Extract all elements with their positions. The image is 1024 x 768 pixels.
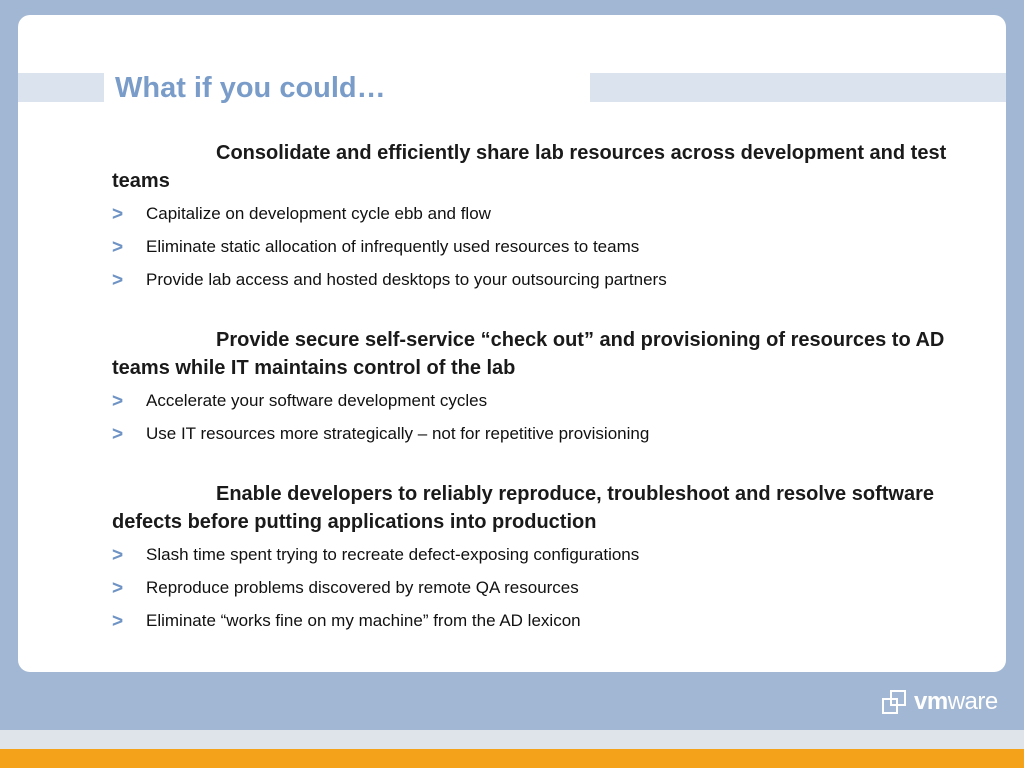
bullet-item	[112, 267, 952, 292]
chevron-right-icon: >	[112, 204, 124, 225]
bullet-text: Eliminate “works fine on my machine” from the AD lexicon	[146, 611, 581, 630]
bullet-item	[112, 201, 952, 226]
title-band-right	[590, 73, 1006, 102]
logo-wordmark: vmware	[914, 688, 998, 715]
section-heading: Provide secure self-service “check out” and provisioning of resources to AD teams while IT maintains control of the lab	[112, 329, 945, 379]
section-consolidate	[112, 139, 952, 292]
chevron-right-icon: >	[112, 578, 124, 599]
chevron-right-icon: >	[112, 611, 124, 632]
bullet-item	[112, 388, 952, 413]
footer-accent-stripe	[0, 749, 1024, 768]
bullet-item	[112, 421, 952, 446]
bullet-text: Use IT resources more strategically – not for repetitive provisioning	[146, 424, 650, 443]
chevron-right-icon: >	[112, 545, 124, 566]
chevron-right-icon: >	[112, 237, 124, 258]
bullet-item	[112, 542, 952, 567]
slide-content	[112, 139, 952, 667]
bullet-text: Reproduce problems discovered by remote QA resources	[146, 578, 579, 597]
chevron-right-icon: >	[112, 391, 124, 412]
footer-stripe	[0, 730, 1024, 749]
bullet-text: Capitalize on development cycle ebb and flow	[146, 204, 491, 223]
bullet-list	[112, 201, 952, 292]
bullet-text: Slash time spent trying to recreate defect-exposing configurations	[146, 545, 640, 564]
chevron-right-icon: >	[112, 270, 124, 291]
bullet-text: Provide lab access and hosted desktops to your outsourcing partners	[146, 270, 667, 289]
section-self-service	[112, 326, 952, 446]
bullet-item	[112, 234, 952, 259]
title-band-left	[18, 73, 104, 102]
chevron-right-icon: >	[112, 424, 124, 445]
vmware-logo	[880, 687, 998, 717]
bullet-text: Eliminate static allocation of infrequently used resources to teams	[146, 237, 640, 256]
bullet-item	[112, 608, 952, 633]
slide-title: What if you could…	[115, 72, 386, 104]
section-reproduce-defects	[112, 480, 952, 633]
section-heading: Consolidate and efficiently share lab resources across development and test teams	[112, 142, 947, 192]
bullet-text: Accelerate your software development cycles	[146, 391, 488, 410]
bullet-list	[112, 388, 952, 446]
section-heading: Enable developers to reliably reproduce, troubleshoot and resolve software defects before putting applications into production	[112, 483, 934, 533]
bullet-item	[112, 575, 952, 600]
bullet-list	[112, 542, 952, 633]
vmware-logo-icon	[880, 688, 908, 716]
